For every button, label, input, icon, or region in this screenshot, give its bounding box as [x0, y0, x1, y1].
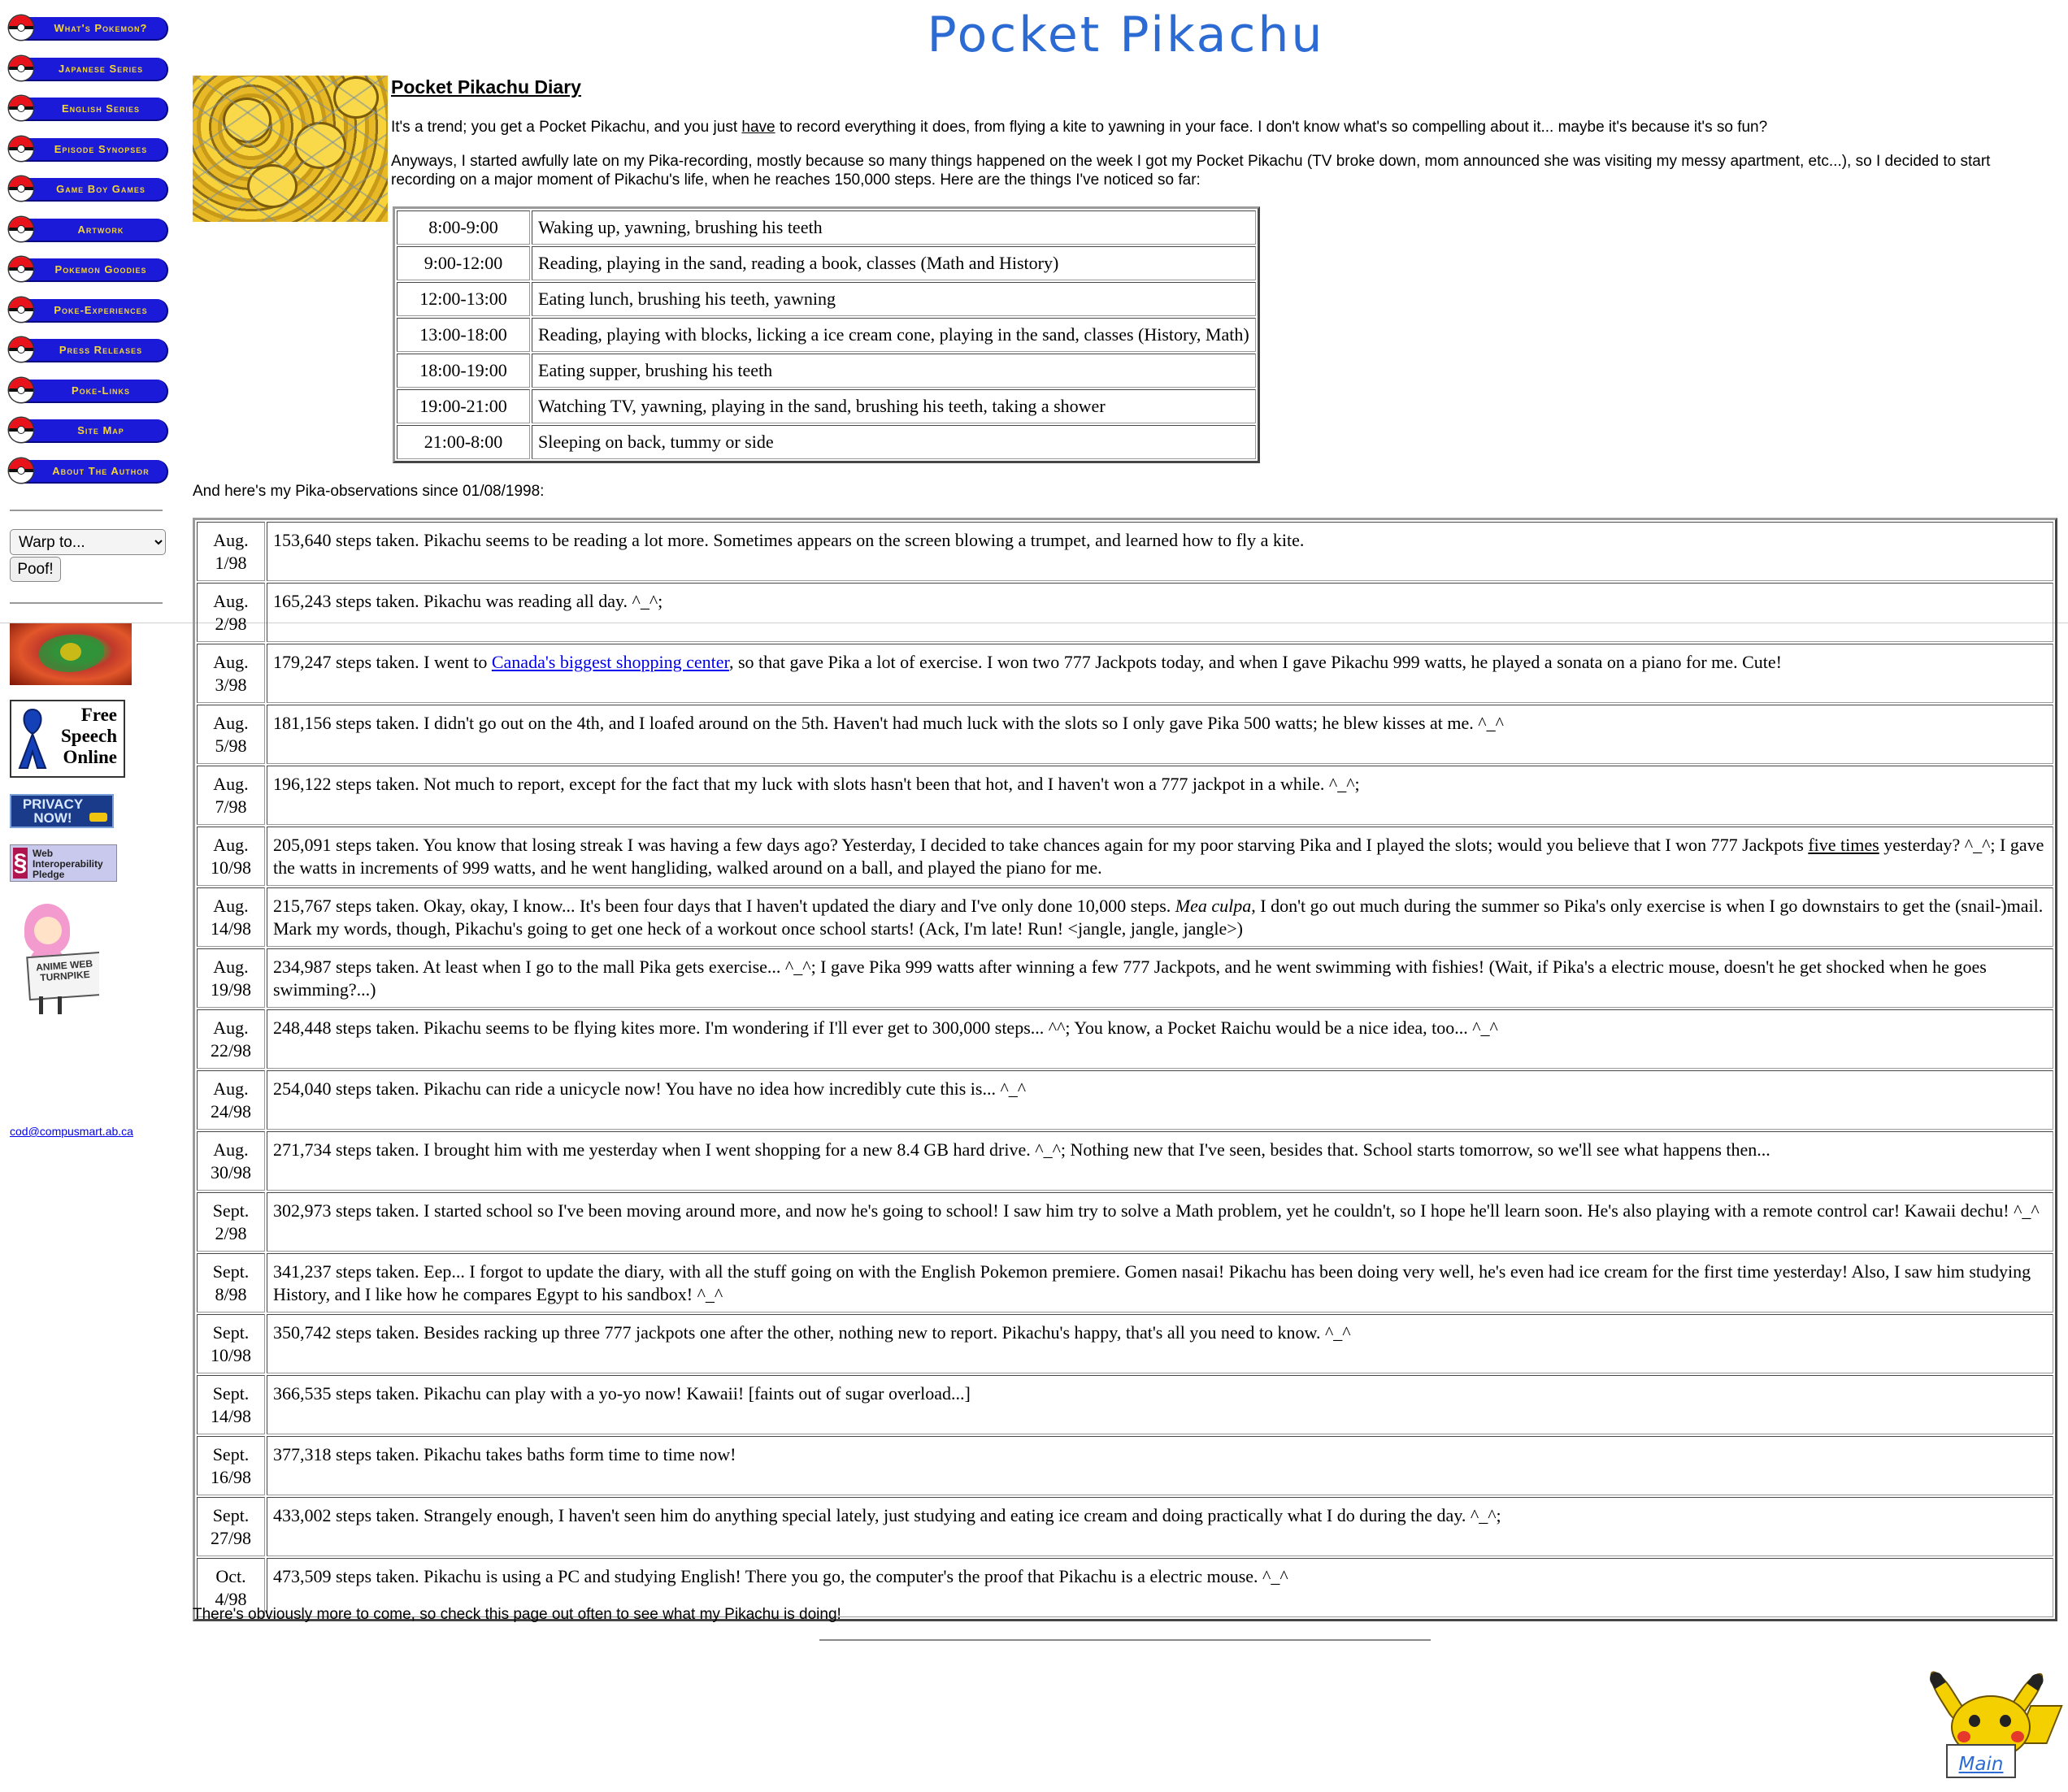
- schedule-time: 19:00-21:00: [397, 389, 530, 423]
- nav-poke-links[interactable]: [9, 377, 168, 405]
- observation-text: 341,237 steps taken. Eep... I forgot to update the diary, with all the stuff going on with the English Pokemon premiere. Gomen nasai! Pikachu has been doing very well, he's even had ice cream for the first time yesterday! Also, I saw him studying History, and I like how he compares Egypt to his sandbox! ^_^: [267, 1253, 2053, 1313]
- observation-text: 234,987 steps taken. At least when I go to the mall Pika gets exercise... ^_^; I gave Pika 999 watts after winning a few 777 Jackpots, and he went swimming with fishies! (Wait, if Pika's a electric mouse, doesn't he get shocked when he goes swimming?...): [267, 948, 2053, 1008]
- nav-game-boy-games[interactable]: [9, 176, 168, 203]
- observation-text: 433,002 steps taken. Strangely enough, I haven't seen him do anything special lately, just studying and eating ice cream and doing practically what I do during the day. ^_^;: [267, 1497, 2053, 1556]
- text-part: , I don't go out much during the summer so Pika's only exercise is when I go downstairs to get the (snail-)mail. Mark my words, though, Pikachu's going to get one heck of a workout once school starts! (Ack, I'm late! Run! <jangle, jangle, jangle>): [273, 896, 2044, 939]
- date-month: Sept.: [212, 1261, 250, 1282]
- nav-label: Press Releases: [59, 344, 143, 356]
- badge-text: Free: [80, 705, 117, 725]
- observation-date: [197, 1192, 265, 1252]
- date-month: Sept.: [212, 1322, 250, 1343]
- poof-button[interactable]: Poof!: [10, 557, 61, 582]
- pikachu-collage-image: [193, 76, 388, 222]
- schedule-activity: Eating supper, brushing his teeth: [532, 354, 1256, 388]
- table-row: [197, 644, 2053, 703]
- nav-english-series[interactable]: [9, 95, 168, 123]
- nav-about-the-author[interactable]: [9, 458, 168, 485]
- intro-paragraph-1: [391, 118, 2057, 137]
- main-pikachu-button[interactable]: [1933, 1668, 2055, 1781]
- nav-label: Game Boy Games: [56, 183, 146, 195]
- observation-date: [197, 1253, 265, 1313]
- pokeball-icon: [9, 137, 33, 161]
- observation-date: [197, 948, 265, 1008]
- sidebar-divider: [10, 602, 163, 604]
- observation-text: 165,243 steps taken. Pikachu was reading all day. ^_^;: [267, 583, 2053, 642]
- observation-text: 302,973 steps taken. I started school so I've been moving around more, and now he's going to school! I saw him try to solve a Math problem, yet he couldn't, so I hope he'll learn soon. He's also playing with a remote control car! Kawaii dechu! ^_^: [267, 1192, 2053, 1252]
- pokeball-icon: [9, 56, 33, 80]
- date-day: 2/98: [215, 1223, 247, 1243]
- bottom-divider: [819, 1639, 1431, 1641]
- schedule-time: 8:00-9:00: [397, 210, 530, 245]
- observation-text: 350,742 steps taken. Besides racking up three 777 jackpots one after the other, nothing new to report. Pikachu's happy, that's all you need to know. ^_^: [267, 1314, 2053, 1373]
- table-row: [197, 1131, 2053, 1191]
- date-month: Aug.: [213, 1139, 249, 1160]
- blue-ribbon-icon: [16, 706, 49, 771]
- observation-text: [267, 644, 2053, 703]
- date-day: 5/98: [215, 735, 247, 756]
- observation-text: [267, 887, 2053, 947]
- nav-press-releases[interactable]: [9, 336, 168, 364]
- schedule-activity: Waking up, yawning, brushing his teeth: [532, 210, 1256, 245]
- text-part: 179,247 steps taken. I went to: [273, 652, 492, 672]
- site-title-logo: Pocket Pikachu: [927, 7, 1325, 63]
- date-month: Sept.: [212, 1505, 250, 1525]
- table-row: [197, 705, 2053, 764]
- date-day: 1/98: [215, 553, 247, 573]
- observation-text: 248,448 steps taken. Pikachu seems to be flying kites more. I'm wondering if I'll ever get to 300,000 steps... ^^; You know, a Pocket Raichu would be a nice idea, too... ^_^: [267, 1009, 2053, 1069]
- date-month: Aug.: [213, 591, 249, 611]
- pokeball-icon: [9, 418, 33, 442]
- nav-whats-pokemon[interactable]: [9, 15, 168, 42]
- schedule-activity: Sleeping on back, tummy or side: [532, 425, 1256, 459]
- pokeball-icon: [9, 297, 33, 322]
- table-row: [197, 1375, 2053, 1434]
- author-email-link[interactable]: cod@compusmart.ab.ca: [10, 1125, 133, 1138]
- schedule-time: 21:00-8:00: [397, 425, 530, 459]
- date-day: 30/98: [210, 1162, 252, 1182]
- date-day: 2/98: [215, 614, 247, 634]
- nav-episode-synopses[interactable]: [9, 136, 168, 163]
- p1-text: to record everything it does, from flying a kite to yawning in your face. I don't know what's so compelling about it... maybe it's because it's so fun?: [775, 119, 1768, 136]
- p1-text: It's a trend; you get a Pocket Pikachu, and you just: [391, 119, 742, 136]
- nav-label: Poke-Links: [72, 384, 130, 397]
- pokeball-icon: [9, 176, 33, 201]
- pokeball-icon: [9, 337, 33, 362]
- date-month: Sept.: [212, 1200, 250, 1221]
- nav-poke-experiences[interactable]: [9, 297, 168, 324]
- pikachu-eye: [1969, 1715, 1980, 1727]
- schedule-activity: Watching TV, yawning, playing in the sand, brushing his teeth, taking a shower: [532, 389, 1256, 423]
- table-row: [197, 827, 2053, 886]
- p1-emphasis: have: [741, 119, 776, 136]
- text-part: 205,091 steps taken. You know that losing streak I was having a few days ago? Yesterday, I decided to take chances again for my poor starving Pika and I played the slots; would you believe that I won 777 Jackpots: [273, 835, 1809, 855]
- table-row: [397, 354, 1256, 388]
- nav-label: Episode Synopses: [54, 142, 148, 155]
- sidebar-divider: [10, 510, 163, 511]
- nav-label: Site Map: [77, 424, 124, 436]
- date-month: Sept.: [212, 1444, 250, 1464]
- date-day: 22/98: [210, 1040, 252, 1061]
- nav-label: What's Pokemon?: [54, 22, 148, 34]
- nav-label: About The Author: [52, 464, 150, 477]
- date-day: 3/98: [215, 675, 247, 695]
- observation-date: [197, 766, 265, 825]
- pokeball-icon: [9, 257, 33, 281]
- date-day: 27/98: [210, 1528, 252, 1548]
- observation-date: [197, 1436, 265, 1495]
- observation-text: 377,318 steps taken. Pikachu takes baths form time to time now!: [267, 1436, 2053, 1495]
- pokeball-icon: [9, 15, 33, 40]
- schedule-activity: Eating lunch, brushing his teeth, yawning: [532, 282, 1256, 316]
- anime-face: [34, 917, 62, 944]
- dragon-badge[interactable]: [10, 623, 132, 685]
- observation-date: [197, 827, 265, 886]
- nav-label: Poke-Experiences: [54, 303, 148, 316]
- pokeball-icon: [9, 96, 33, 120]
- table-row: [397, 282, 1256, 316]
- observation-text: 153,640 steps taken. Pikachu seems to be reading a lot more. Sometimes appears on the screen blowing a trumpet, and learned how to fly a kite.: [267, 522, 2053, 581]
- badge-text: Online: [63, 747, 117, 767]
- key-icon: [89, 813, 107, 822]
- text-part: 215,767 steps taken. Okay, okay, I know... It's been four days that I haven't updated the diary and I've only done 10,000 steps.: [273, 896, 1175, 916]
- badge-line: Interoperability: [33, 858, 103, 870]
- schedule-activity: Reading, playing with blocks, licking a ice cream cone, playing in the sand, classes (History, Math): [532, 318, 1256, 352]
- warp-to-select[interactable]: [10, 529, 166, 555]
- observation-date: [197, 1070, 265, 1130]
- nav-label: English Series: [62, 102, 140, 115]
- anime-web-turnpike-badge[interactable]: [10, 902, 99, 1016]
- table-row: [397, 318, 1256, 352]
- observation-date: [197, 1009, 265, 1069]
- turnpike-sign: ANIME WEB TURNPIKE: [26, 952, 99, 1000]
- schedule-activity: Reading, playing in the sand, reading a book, classes (Math and History): [532, 246, 1256, 280]
- observation-text: 196,122 steps taken. Not much to report, except for the fact that my luck with slots hasn't been that hot, and I haven't won a 777 jackpot in a while. ^_^;: [267, 766, 2053, 825]
- date-month: Oct.: [215, 1566, 246, 1586]
- side-navigation: [9, 15, 172, 497]
- table-row: [197, 948, 2053, 1008]
- table-row: [197, 583, 2053, 642]
- collage-overlay: [193, 76, 388, 222]
- observation-text: 181,156 steps taken. I didn't go out on the 4th, and I loafed around on the 5th. Haven't had much luck with the slots so I only gave Pika 500 watts; he blew kisses at me. ^_^: [267, 705, 2053, 764]
- anime-legs: [39, 996, 62, 1014]
- date-month: Sept.: [212, 1383, 250, 1404]
- date-month: Aug.: [213, 896, 249, 916]
- table-row: [397, 389, 1256, 423]
- observation-date: [197, 887, 265, 947]
- pikachu-cheek: [1957, 1731, 1970, 1742]
- daily-schedule-table: [393, 206, 1260, 463]
- observation-date: [197, 1131, 265, 1191]
- date-day: 7/98: [215, 796, 247, 817]
- free-speech-online-badge[interactable]: [10, 700, 125, 778]
- date-month: Aug.: [213, 713, 249, 733]
- table-row: [197, 1436, 2053, 1495]
- schedule-time: 18:00-19:00: [397, 354, 530, 388]
- observation-date: [197, 705, 265, 764]
- date-month: Aug.: [213, 957, 249, 977]
- table-row: [397, 425, 1256, 459]
- nav-japanese-series[interactable]: [9, 55, 168, 83]
- badge-line: Web: [33, 848, 54, 859]
- observation-date: [197, 644, 265, 703]
- dragon-eye: [60, 643, 81, 661]
- wip-logo-icon: §: [13, 848, 28, 879]
- privacy-now-badge[interactable]: [10, 794, 114, 828]
- nav-artwork[interactable]: [9, 216, 168, 244]
- schedule-time: 12:00-13:00: [397, 282, 530, 316]
- observation-text: [267, 827, 2053, 886]
- web-interoperability-pledge-badge[interactable]: [10, 844, 117, 882]
- pokeball-icon: [9, 217, 33, 241]
- observation-date: [197, 583, 265, 642]
- nav-label: Japanese Series: [58, 62, 144, 75]
- date-month: Aug.: [213, 835, 249, 855]
- date-month: Aug.: [213, 774, 249, 794]
- observation-date: [197, 1497, 265, 1556]
- date-month: Aug.: [213, 652, 249, 672]
- emphasis-text: five times: [1808, 835, 1879, 855]
- date-day: 10/98: [210, 1345, 252, 1365]
- date-day: 24/98: [210, 1101, 252, 1122]
- date-day: 14/98: [210, 918, 252, 939]
- text-part: , so that gave Pika a lot of exercise. I won two 777 Jackpots today, and when I gave Pikachu 999 watts, he played a sonata on a piano for me. Cute!: [728, 652, 1782, 672]
- nav-label: Pokemon Goodies: [54, 263, 147, 276]
- badge-text: Speech: [61, 726, 117, 746]
- badge-text: PRIVACY NOW!: [22, 796, 84, 826]
- date-day: 4/98: [215, 1589, 247, 1609]
- pikachu-eye: [2000, 1715, 2011, 1727]
- intro-paragraph-2: Anyways, I started awfully late on my Pika-recording, mostly because so many things happened on the week I got my Pocket Pikachu (TV broke down, mom announced she was visiting my messy apartment, etc...), so I decided to start recording on a major moment of Pikachu's life, when he reaches 150,000 steps. Here are the things I've noticed so far:: [391, 153, 1991, 189]
- pikachu-cheek: [2011, 1731, 2024, 1742]
- badge-text: [33, 848, 103, 880]
- nav-label: Artwork: [77, 223, 124, 236]
- date-day: 16/98: [210, 1467, 252, 1487]
- observation-text: 473,509 steps taken. Pikachu is using a PC and studying English! There you go, the computer's the proof that Pikachu is a electric mouse. ^_^: [267, 1558, 2053, 1617]
- observation-date: [197, 1375, 265, 1434]
- schedule-time: 9:00-12:00: [397, 246, 530, 280]
- table-row: [197, 1497, 2053, 1556]
- badge-line: Pledge: [33, 869, 65, 880]
- diary-title: Pocket Pikachu Diary: [391, 76, 581, 98]
- observation-text: 366,535 steps taken. Pikachu can play with a yo-yo now! Kawaii! [faints out of sugar overload...]: [267, 1375, 2053, 1434]
- text-part: yesterday? ^_^; I gave the watts in increments of 999 watts, and he went hangliding, walked around on a ball, and played the piano for me.: [273, 835, 2044, 878]
- date-month: Aug.: [213, 530, 249, 550]
- date-day: 14/98: [210, 1406, 252, 1426]
- observation-text: 254,040 steps taken. Pikachu can ride a unicycle now! You have no idea how incredibly cute this is... ^_^: [267, 1070, 2053, 1130]
- closing-text: There's obviously more to come, so check this page out often to see what my Pikachu is doing!: [193, 1606, 841, 1623]
- table-row: [197, 1253, 2053, 1313]
- italic-text: Mea culpa: [1175, 896, 1252, 916]
- pokeball-icon: [9, 378, 33, 402]
- observations-table: [193, 518, 2057, 1621]
- table-row: [397, 210, 1256, 245]
- date-month: Aug.: [213, 1078, 249, 1099]
- schedule-time: 13:00-18:00: [397, 318, 530, 352]
- observation-date: [197, 1314, 265, 1373]
- date-day: 10/98: [210, 857, 252, 878]
- nav-pokemon-goodies[interactable]: [9, 256, 168, 284]
- date-day: 8/98: [215, 1284, 247, 1304]
- pokeball-icon: [9, 458, 33, 483]
- nav-site-map[interactable]: [9, 417, 168, 445]
- main-label: Main: [1958, 1754, 2004, 1775]
- date-day: 19/98: [210, 979, 252, 1000]
- table-row: [197, 1314, 2053, 1373]
- table-row: [197, 887, 2053, 947]
- observation-text: 271,734 steps taken. I brought him with me yesterday when I went shopping for a new 8.4 GB hard drive. ^_^; Nothing new that I've seen, besides that. School starts tomorrow, so we'll see what happens then...: [267, 1131, 2053, 1191]
- table-row: [197, 1070, 2053, 1130]
- table-row: [197, 766, 2053, 825]
- date-month: Aug.: [213, 1017, 249, 1038]
- table-row: [197, 1192, 2053, 1252]
- table-row: [397, 246, 1256, 280]
- table-row: [197, 522, 2053, 581]
- shopping-center-link[interactable]: Canada's biggest shopping center: [491, 652, 729, 672]
- observation-date: [197, 522, 265, 581]
- table-row: [197, 1009, 2053, 1069]
- observations-intro: And here's my Pika-observations since 01/08/1998:: [193, 483, 545, 500]
